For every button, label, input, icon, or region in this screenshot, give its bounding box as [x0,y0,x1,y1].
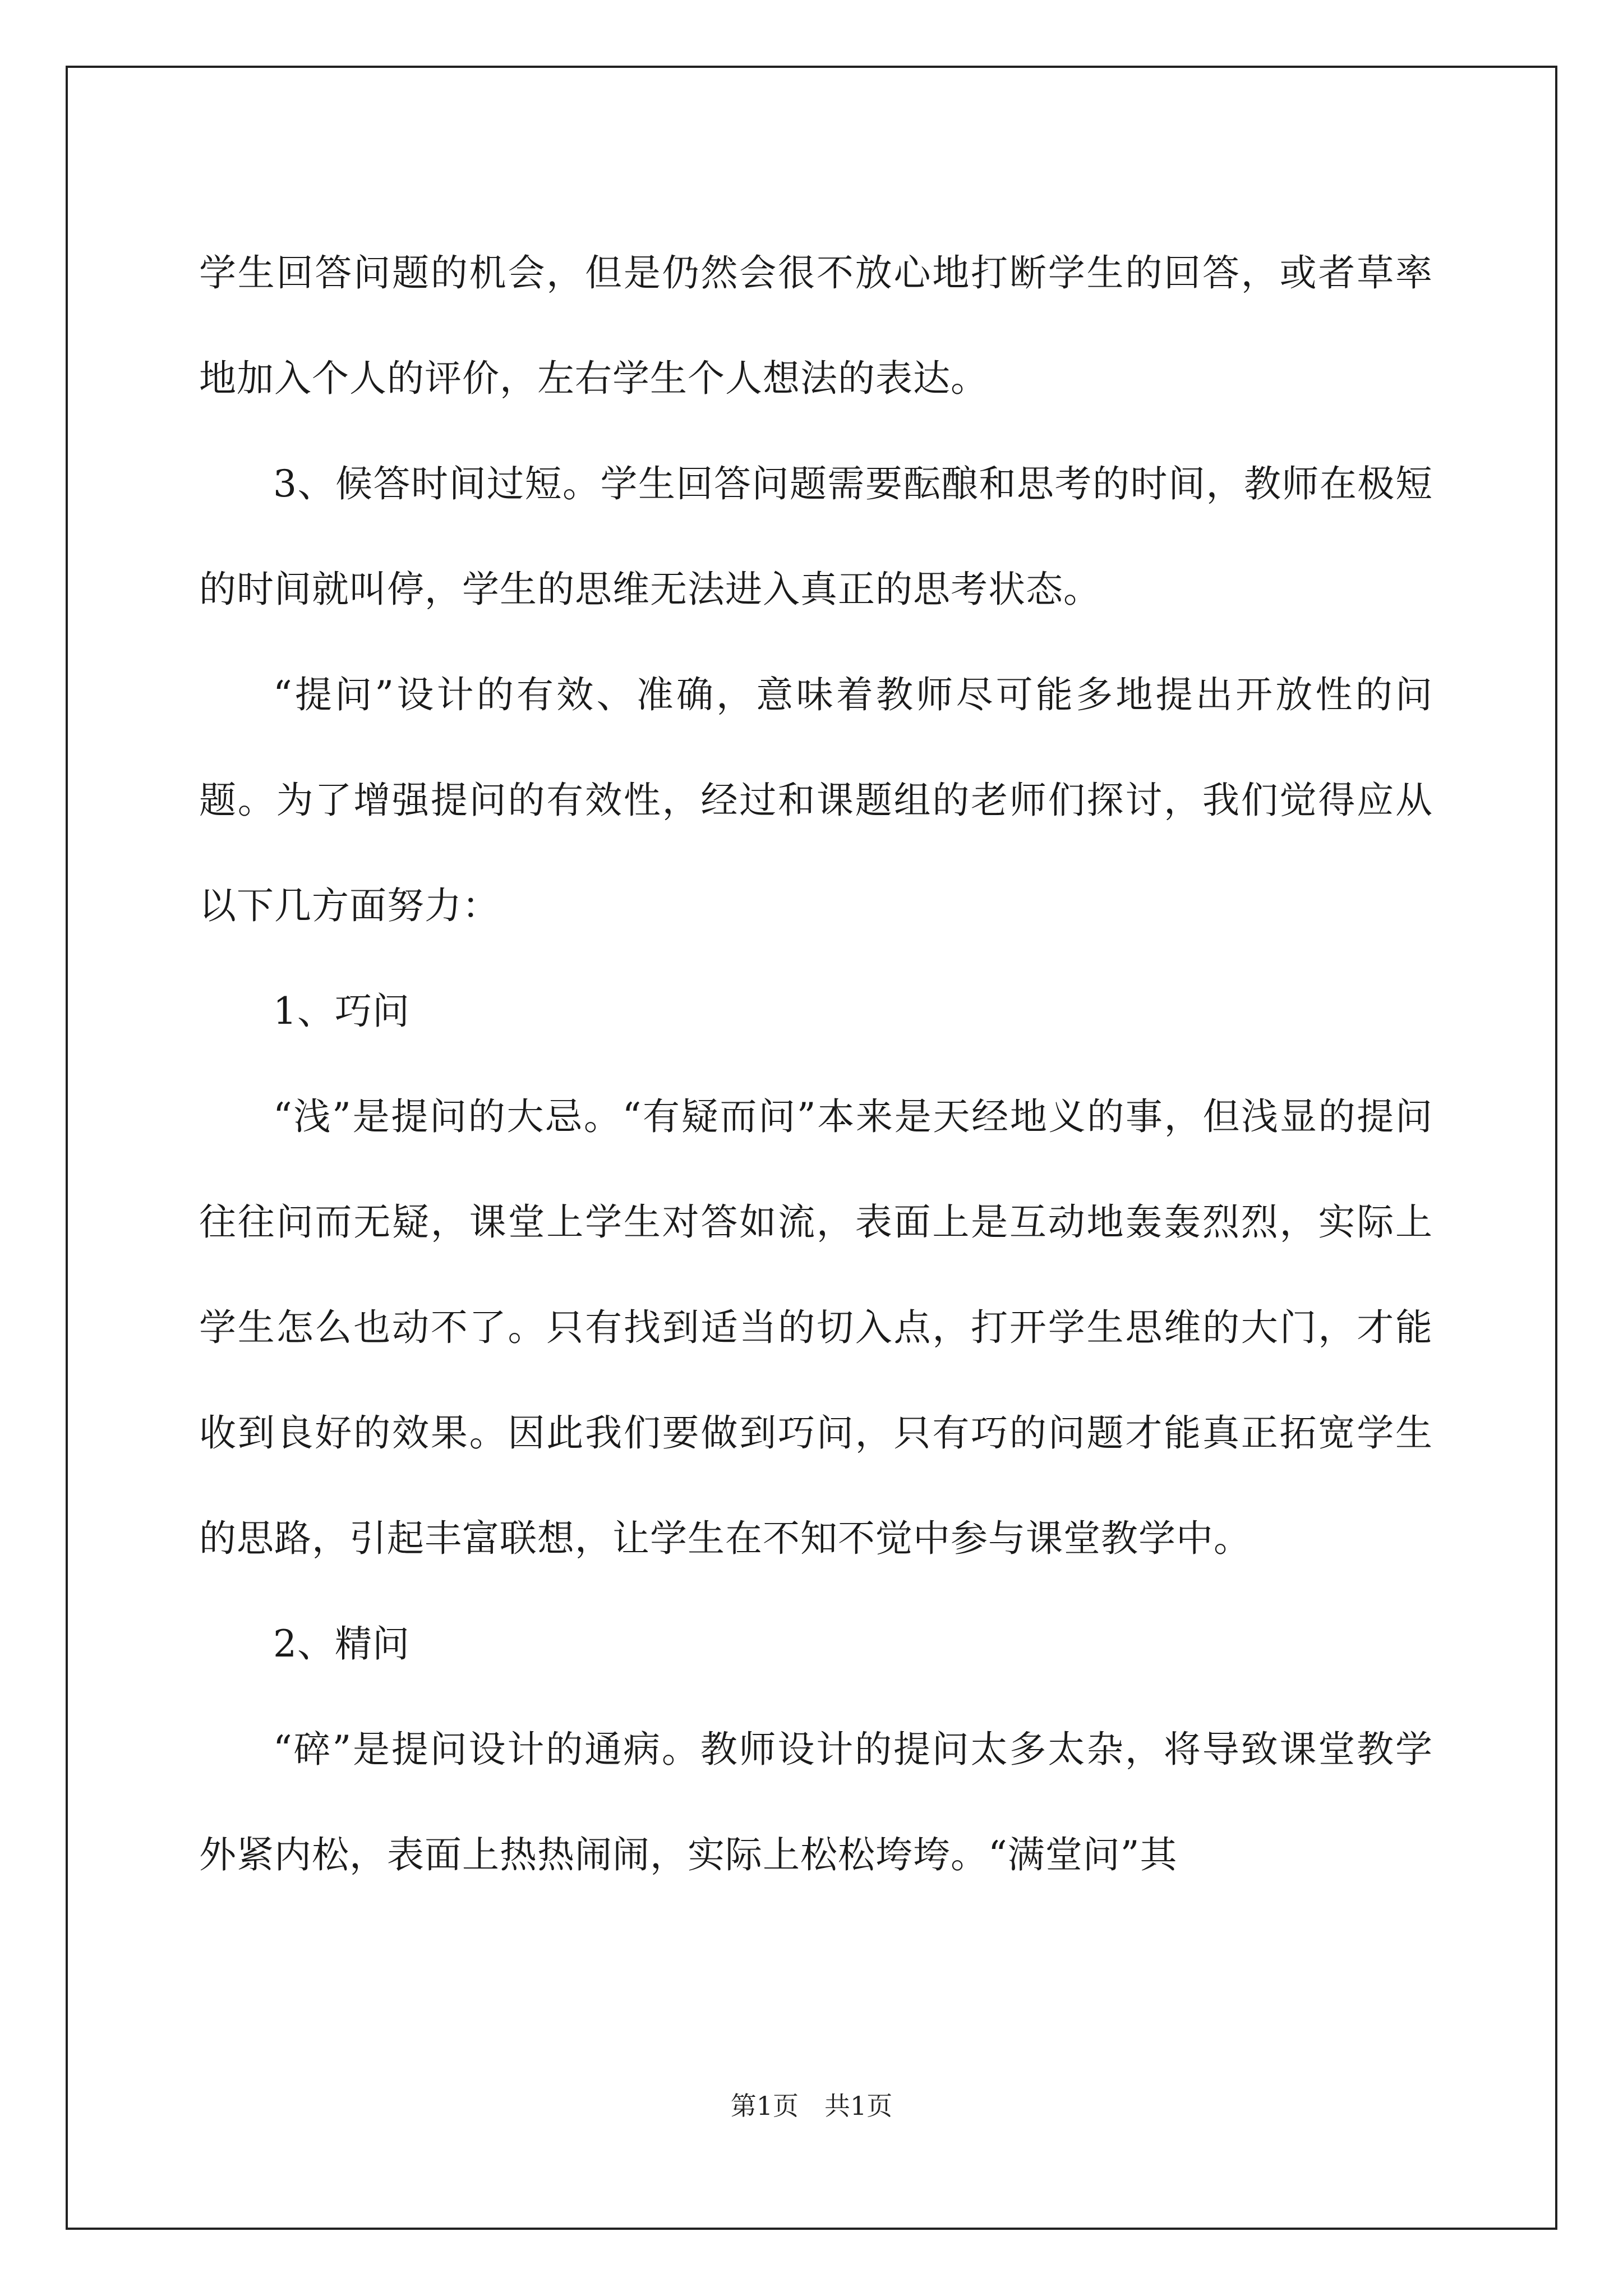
paragraph: 学生回答问题的机会，但是仍然会很不放心地打断学生的回答，或者草率地加入个人的评价，左右学生个人想法的表达。 [199,251,1433,400]
section-heading: 2、精问 [273,1622,410,1665]
paragraph: “浅”是提问的大忌。“有疑而问”本来是天经地义的事，但浅显的提问往往问而无疑，课堂上学生对答如流，表面上是互动地轰轰烈烈，实际上学生怎么也动不了。只有找到适当的切入点，打开学生思维的大门，才能收到良好的效果。因此我们要做到巧问，只有巧的问题才能真正拓宽学生的思路，引起丰富联想，让学生在不知不觉中参与课堂教学中。 [199,1095,1433,1560]
section-heading: 1、巧问 [273,990,410,1033]
paragraph: “碎”是提问设计的通病。教师设计的提问太多太杂，将导致课堂教学外紧内松，表面上热热闹闹，实际上松松垮垮。“满堂问”其 [199,1728,1433,1876]
paragraph: “提问”设计的有效、准确，意味着教师尽可能多地提出开放性的问题。为了增强提问的有效性，经过和课题组的老师们探讨，我们觉得应从以下几方面努力： [199,673,1433,927]
page-footer: 第1页 共1页 [730,2091,893,2121]
document-body [199,220,1433,1908]
paragraph: 3、候答时间过短。学生回答问题需要酝酿和思考的时间，教师在极短的时间就叫停，学生的思维无法进入真正的思考状态。 [199,462,1433,611]
